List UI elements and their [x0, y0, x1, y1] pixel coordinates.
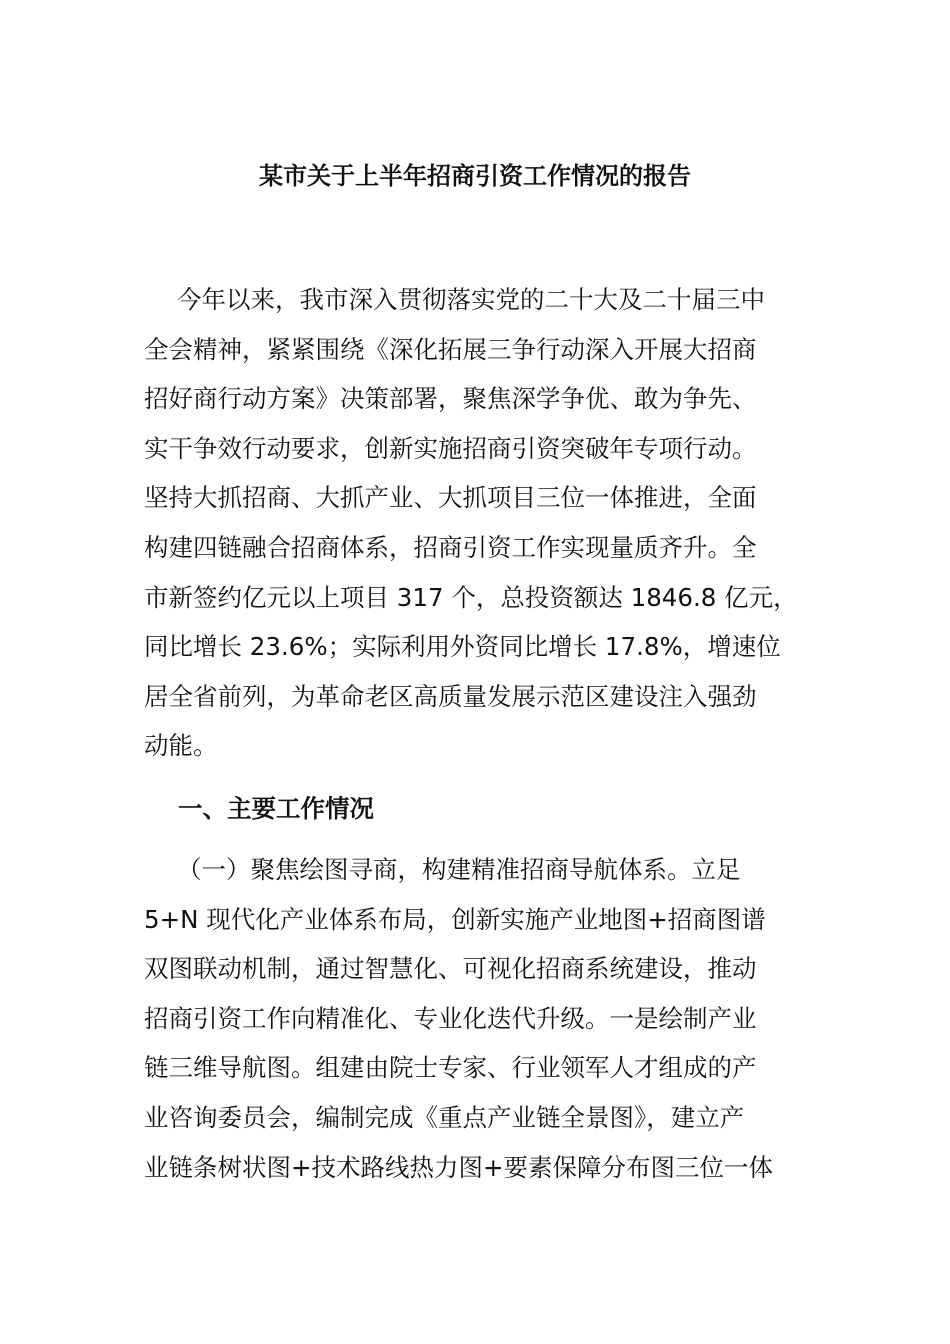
section-heading: 一、主要工作情况 — [178, 794, 374, 823]
section-line: 招商引资工作向精准化、专业化迭代升级。一是绘制产业 — [144, 1003, 757, 1033]
intro-line: 坚持大抓招商、大抓产业、大抓项目三位一体推进，全面 — [144, 483, 757, 513]
intro-line: 招好商行动方案》决策部署，聚焦深学争优、敢为争先、 — [144, 384, 757, 414]
intro-line: 市新签约亿元以上项目 317 个，总投资额达 1846.8 亿元， — [144, 582, 798, 612]
intro-line: 同比增长 23.6%；实际利用外资同比增长 17.8%，增速位 — [144, 632, 781, 662]
intro-line: 居全省前列，为革命老区高质量发展示范区建设注入强劲 — [144, 681, 757, 711]
intro-line: 全会精神，紧紧围绕《深化拓展三争行动深入开展大招商 — [144, 334, 757, 364]
intro-line: 今年以来，我市深入贯彻落实党的二十大及二十届三中 — [177, 285, 765, 314]
intro-paragraph — [144, 275, 834, 771]
document-title: 某市关于上半年招商引资工作情况的报告 — [259, 162, 691, 190]
intro-line: 动能。 — [144, 731, 218, 761]
intro-line: 构建四链融合招商体系，招商引资工作实现量质齐升。全 — [144, 532, 757, 562]
section-line: 5+N 现代化产业体系布局，创新实施产业地图+招商图谱 — [144, 904, 766, 934]
section-line: 业链条树状图+技术路线热力图+要素保障分布图三位一体 — [144, 1152, 774, 1182]
section-line: （一）聚焦绘图寻商，构建精准招商导航体系。立足 — [177, 855, 741, 884]
intro-line: 实干争效行动要求，创新实施招商引资突破年专项行动。 — [144, 433, 757, 463]
section-line: 链三维导航图。组建由院士专家、行业领军人才组成的产 — [144, 1053, 757, 1083]
section-line: 双图联动机制，通过智慧化、可视化招商系统建设，推动 — [144, 954, 757, 984]
section-line: 业咨询委员会，编制完成《重点产业链全景图》，建立产 — [144, 1102, 745, 1132]
section-1-paragraph — [144, 845, 834, 1192]
